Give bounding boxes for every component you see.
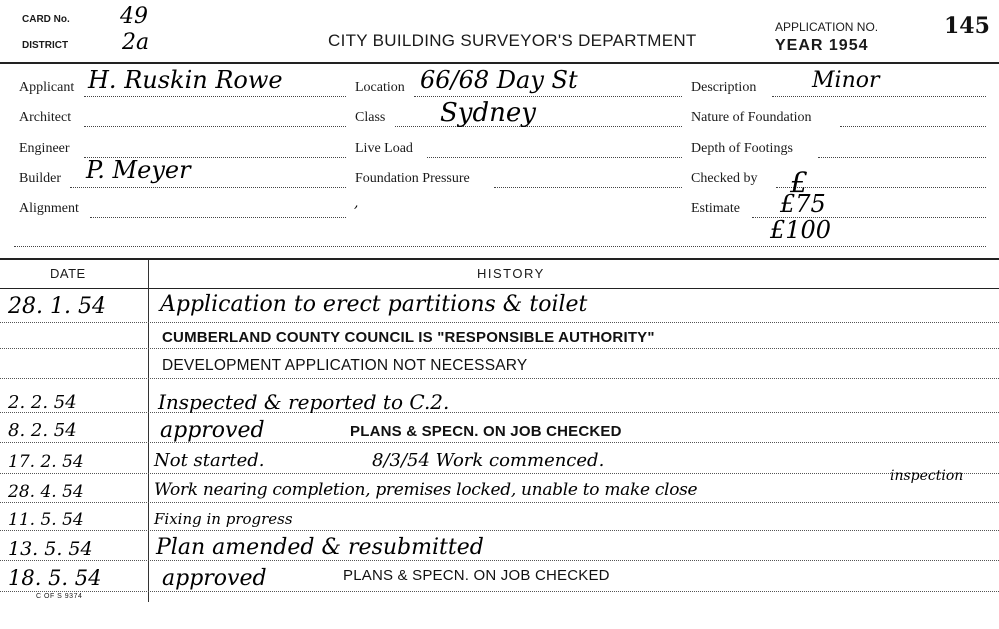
row-rule <box>0 442 999 443</box>
row-rule <box>0 348 999 349</box>
applicant-value: H. Ruskin Rowe <box>88 66 283 94</box>
plans-checked-stamp: PLANS & SPECN. ON JOB CHECKED <box>350 423 622 440</box>
depth-of-footings-line <box>818 157 986 158</box>
row-rule <box>0 473 999 474</box>
row-rule <box>0 502 999 503</box>
foundation-pressure-label: Foundation Pressure <box>355 171 470 186</box>
history-entry-extra: 8/3/54 Work commenced. <box>372 450 605 471</box>
description-line <box>772 96 986 97</box>
alignment-line <box>90 217 346 218</box>
live-load-line <box>427 157 682 158</box>
builder-value: P. Meyer <box>86 156 191 184</box>
year-label: YEAR 1954 <box>775 37 869 54</box>
architect-label: Architect <box>19 110 72 125</box>
builder-line <box>70 187 346 188</box>
row-rule <box>0 322 999 323</box>
estimate-value-2: £100 <box>770 216 832 244</box>
history-top-rule <box>0 258 999 260</box>
history-date: 28. 1. 54 <box>8 294 106 319</box>
history-entry: Plan amended & resubmitted <box>156 535 484 560</box>
location-label: Location <box>355 80 405 95</box>
architect-line <box>84 126 346 127</box>
date-header: DATE <box>50 266 86 281</box>
builder-label: Builder <box>19 171 61 186</box>
card-no-label: CARD No. <box>22 14 70 25</box>
row-rule <box>0 378 999 379</box>
live-load-label: Live Load <box>355 141 413 156</box>
history-entry-above: inspection <box>890 468 964 484</box>
form-code: C OF S 9374 <box>36 593 83 600</box>
applicant-line <box>84 96 346 97</box>
history-entry: approved <box>160 418 265 443</box>
history-date: 8. 2. 54 <box>8 420 77 441</box>
description-value: Minor <box>812 68 880 93</box>
history-entry: approved <box>162 566 267 591</box>
history-date: 11. 5. 54 <box>8 510 84 530</box>
history-date: 17. 2. 54 <box>8 452 84 472</box>
date-column-divider <box>148 260 149 602</box>
class-line <box>395 126 682 127</box>
history-entry: Fixing in progress <box>154 510 293 528</box>
nature-of-foundation-line <box>840 126 986 127</box>
card-no-value: 49 <box>120 4 148 29</box>
estimate-value-1: £75 <box>780 190 826 218</box>
foundation-pressure-value: , <box>354 195 359 211</box>
class-value: Sydney <box>440 98 536 128</box>
class-label: Class <box>355 110 386 125</box>
engineer-label: Engineer <box>19 141 70 156</box>
application-label: APPLICATION NO. <box>775 20 879 34</box>
history-date: 2. 2. 54 <box>8 392 77 413</box>
plans-checked-stamp: PLANS & SPECN. ON JOB CHECKED <box>343 567 610 584</box>
history-entry: Work nearing completion, premises locked, unable to make close <box>154 480 698 500</box>
alignment-label: Alignment <box>19 201 79 216</box>
history-entry: Inspected & reported to C.2. <box>158 390 450 414</box>
row-rule <box>0 591 999 592</box>
history-stamp: DEVELOPMENT APPLICATION NOT NECESSARY <box>162 357 528 374</box>
history-date: 13. 5. 54 <box>8 538 93 560</box>
history-stamp: CUMBERLAND COUNTY COUNCIL IS "RESPONSIBLE AUTHORITY" <box>162 329 655 346</box>
row-rule <box>0 560 999 561</box>
application-number: 145 <box>944 13 990 39</box>
department-title: CITY BUILDING SURVEYOR'S DEPARTMENT <box>328 31 697 50</box>
description-label: Description <box>691 80 757 95</box>
location-value: 66/68 Day St <box>420 66 578 94</box>
history-header-rule <box>0 288 999 289</box>
history-entry: Not started. <box>154 450 265 471</box>
history-header: HISTORY <box>477 266 545 281</box>
history-entry: Application to erect partitions & toilet <box>160 292 588 317</box>
extra-line <box>14 246 986 247</box>
estimate-label: Estimate <box>691 201 740 216</box>
row-rule <box>0 530 999 531</box>
checked-by-value: £ <box>790 166 808 199</box>
location-line <box>414 96 682 97</box>
history-date: 18. 5. 54 <box>8 566 102 590</box>
checked-by-label: Checked by <box>691 171 758 186</box>
header-divider <box>0 62 999 64</box>
applicant-label: Applicant <box>19 80 75 95</box>
district-value: 2a <box>122 30 150 55</box>
foundation-pressure-line <box>494 187 682 188</box>
row-rule <box>0 412 999 413</box>
depth-of-footings-label: Depth of Footings <box>691 141 793 156</box>
history-date: 28. 4. 54 <box>8 482 84 502</box>
nature-of-foundation-label: Nature of Foundation <box>691 110 812 125</box>
district-label: DISTRICT <box>22 40 69 51</box>
